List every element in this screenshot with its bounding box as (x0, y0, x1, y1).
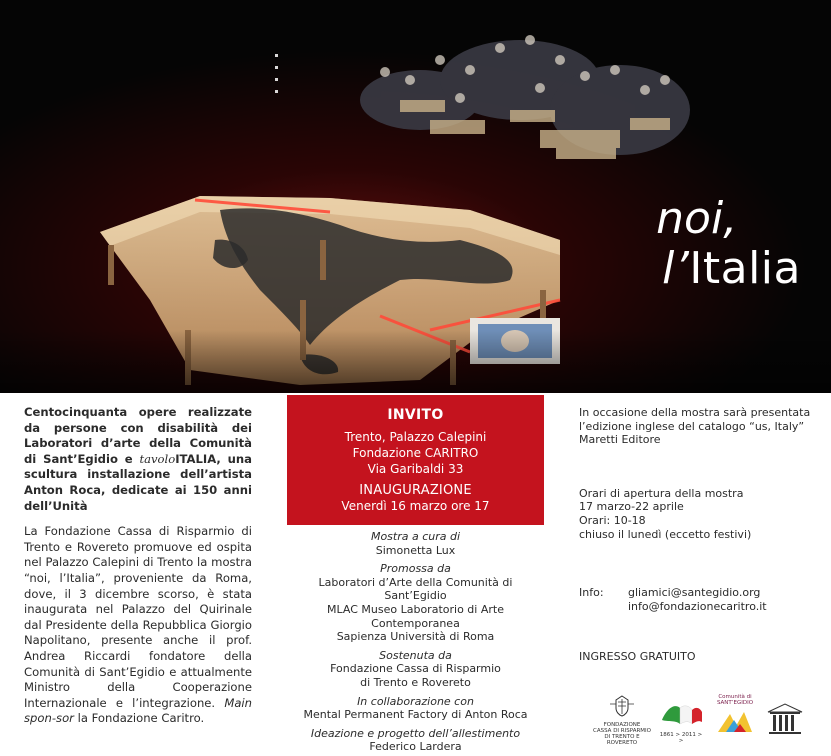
email-link-caritro[interactable]: info@fondazionecaritro.it (628, 599, 767, 613)
credit-role: In collaborazione con (357, 694, 474, 708)
description-column (24, 405, 252, 737)
title-line-2 (662, 243, 801, 295)
opening-heading: INAUGURAZIONE (359, 483, 472, 498)
venue-line-1: Trento, Palazzo Calepini (344, 430, 487, 444)
credit-name: MLAC Museo Laboratorio di Arte Contemporanea (327, 602, 504, 630)
sponsor-logos (592, 694, 812, 746)
unita-caption: 1861 > 2011 > > (659, 732, 703, 744)
credit-name: di Trento e Rovereto (360, 675, 471, 689)
caritro-caption-3: DI TRENTO E ROVERETO (604, 734, 640, 746)
opening-date: Venerdì 16 marzo ore 17 (341, 499, 490, 513)
lead-paragraph (24, 405, 252, 514)
body-paragraph (24, 524, 252, 727)
title-line-2-prefix: l’ (662, 243, 690, 294)
info-emails (628, 586, 767, 613)
caritro-caption-2: CASSA DI RISPARMIO (593, 728, 651, 734)
credit-name: Simonetta Lux (375, 543, 456, 557)
caritro-caption-1: FONDAZIONE (603, 722, 641, 728)
hours-closed: chiuso il lunedì (eccetto festivi) (579, 527, 752, 541)
email-link-santegidio[interactable]: gliamici@santegidio.org (628, 586, 761, 599)
credit-role: Mostra a cura di (370, 530, 461, 543)
title-line-1: noi, (656, 193, 738, 244)
credits-block (287, 530, 544, 754)
credit-name: Mental Permanent Factory di Anton Roca (303, 708, 528, 722)
credit-name: Laboratori d’Arte della Comunità di Sant’Egidio (318, 575, 513, 603)
museum-columns-icon (764, 702, 806, 738)
credit-name: Fondazione Cassa di Risparmio (330, 662, 501, 676)
credit-name: Sapienza Università di Roma (336, 630, 495, 644)
title-line-2-word: Italia (689, 243, 801, 294)
santegidio-dove-icon (712, 706, 758, 738)
hours-time: Orari: 10-18 (579, 513, 646, 527)
info-label: Info: (579, 586, 604, 599)
hours-title: Orari di apertura della mostra (579, 486, 744, 500)
caritro-logo (592, 694, 652, 746)
venue-line-2: Fondazione CARITRO (352, 446, 479, 460)
lead-text-2: ITALIA, una scultura installazione dell’artista Anton Roca, dedicate ai 150 anni dell’Unità (24, 451, 252, 513)
italian-flag-icon (658, 700, 704, 728)
santegidio-logo (712, 694, 758, 742)
unita-italia-logo (658, 700, 704, 744)
santegidio-caption: Comunità di SANT’EGIDIO (716, 694, 754, 706)
body-text-1: La Fondazione Cassa di Risparmio di Trento e Rovereto promuove ed ospita nel Palazzo Calepini di Trento la mostra “noi, l’Italia”, proveniente da Roma, dove, il 3 dicembre scorso, è stata inaugurata nel Palazzo del Quirinale dal Presidente della Repubblica Giorgio Napolitano, presente anche il prof. Andrea Riccardi fondatore della Comunità di Sant’Egidio e attualmente Ministro della Cooperazione Internazionale e l’integrazione. (24, 524, 252, 710)
credit-role: Sostenuta da (379, 648, 452, 662)
hours-dates: 17 marzo-22 aprile (579, 500, 684, 514)
credit-role: Ideazione e progetto dell’allestimento (310, 726, 521, 740)
lead-text-1: Centocinquanta opere realizzate da persone con disabilità dei Laboratori d’arte della Comunità di Sant’Egidio e (24, 405, 252, 466)
catalog-line-3: Maretti Editore (579, 433, 661, 447)
lead-script-word: tavolo (139, 451, 176, 466)
exhibition-title (656, 193, 801, 295)
body-text-2: la Fondazione Caritro. (73, 711, 205, 726)
caritro-crest-icon (592, 694, 652, 718)
venue-line-3: Via Garibaldi 33 (367, 462, 464, 476)
museum-logo (764, 702, 806, 742)
free-entry: INGRESSO GRATUITO (579, 650, 696, 663)
catalog-line-2: l’edizione inglese del catalogo “us, Italy” (579, 419, 805, 433)
credit-role: Promossa da (380, 562, 451, 576)
invitation-box (287, 395, 544, 525)
credit-name: Federico Lardera (369, 740, 462, 754)
catalog-line-1: In occasione della mostra sarà presentata (579, 406, 811, 419)
body-italic: Main spon-sor (24, 695, 252, 726)
invitation-heading: INVITO (387, 407, 444, 423)
info-column (579, 406, 819, 663)
